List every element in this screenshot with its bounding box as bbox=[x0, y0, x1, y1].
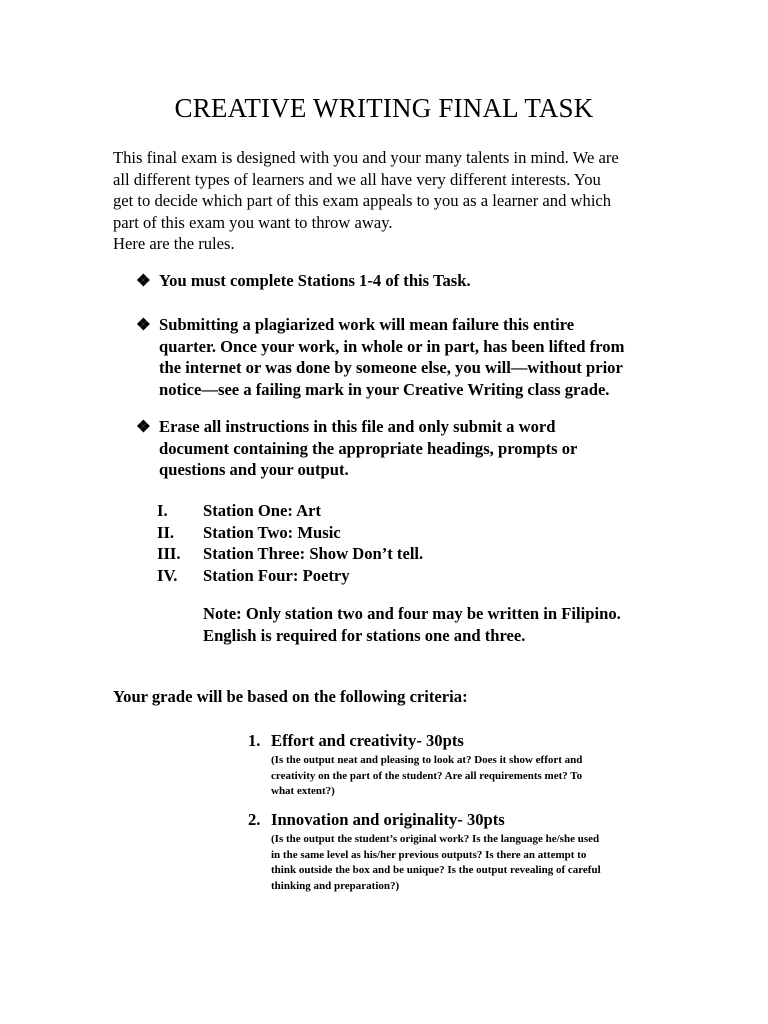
criterion-title bbox=[248, 731, 648, 753]
language-note bbox=[203, 603, 621, 646]
intro-line: all different types of learners and we all have very different interests. You bbox=[113, 169, 601, 189]
criterion-desc-line: think outside the box and be unique? Is the output revealing of careful bbox=[271, 864, 601, 876]
criterion-desc-line: in the same level as his/her previous outputs? Is there an attempt to bbox=[271, 848, 587, 861]
criterion-label: Innovation and originality- 30pts bbox=[271, 810, 505, 829]
diamond-bullet-icon: ❖ bbox=[136, 271, 151, 290]
criterion-desc-line: (Is the output the student’s original work? Is the language he/she used bbox=[271, 833, 600, 845]
rule-line: questions and your output. bbox=[159, 460, 349, 479]
rule-text bbox=[159, 270, 471, 292]
station-label: Station Three: Show Don’t tell. bbox=[203, 544, 424, 563]
intro-line: Here are the rules. bbox=[113, 234, 235, 253]
criterion-desc-line: thinking and preparation?) bbox=[271, 879, 400, 892]
station-number: I. bbox=[157, 501, 168, 520]
station-label: Station Four: Poetry bbox=[203, 565, 350, 585]
rule-line: quarter. Once your work, in whole or in part, has been lifted from bbox=[159, 336, 625, 356]
intro-line: get to decide which part of this exam appeals to you as a learner and which bbox=[113, 191, 612, 210]
criterion-item bbox=[248, 731, 648, 800]
station-number: III. bbox=[157, 544, 181, 563]
station-number: IV. bbox=[157, 565, 178, 585]
intro-line: part of this exam you want to throw away. bbox=[113, 212, 393, 232]
criterion-number: 1. bbox=[248, 731, 261, 750]
rule-line: Erase all instructions in this file and only submit a word bbox=[159, 417, 556, 436]
rule-line: You must complete Stations 1-4 of this Task. bbox=[159, 271, 471, 290]
criterion-description bbox=[271, 753, 648, 800]
rule-line: document containing the appropriate headings, prompts or bbox=[159, 438, 578, 458]
note-line: English is required for stations one and three. bbox=[203, 625, 526, 645]
rule-line: the internet or was done by someone else, you will—without prior bbox=[159, 358, 623, 377]
criterion-label: Effort and creativity- 30pts bbox=[271, 731, 464, 750]
criterion-description bbox=[271, 832, 648, 894]
intro-line: This final exam is designed with you and your many talents in mind. We are bbox=[113, 148, 619, 167]
criterion-item bbox=[248, 810, 648, 894]
criterion-desc-line: (Is the output neat and pleasing to look at? Does it show effort and bbox=[271, 754, 583, 766]
note-line: Note: Only station two and four may be written in Filipino. bbox=[203, 604, 621, 623]
rule-line: notice—see a failing mark in your Creative Writing class grade. bbox=[159, 379, 610, 399]
intro-paragraph bbox=[113, 147, 673, 255]
station-number: II. bbox=[157, 522, 175, 542]
rule-line: Submitting a plagiarized work will mean failure this entire bbox=[159, 315, 575, 334]
station-label: Station Two: Music bbox=[203, 522, 341, 542]
page-title: CREATIVE WRITING FINAL TASK bbox=[174, 93, 594, 123]
diamond-bullet-icon: ❖ bbox=[136, 417, 151, 436]
diamond-bullet-icon: ❖ bbox=[136, 315, 151, 334]
criterion-title bbox=[248, 810, 648, 832]
station-label: Station One: Art bbox=[203, 501, 321, 520]
rule-text bbox=[159, 416, 577, 481]
criterion-number: 2. bbox=[248, 810, 261, 829]
criteria-heading: Your grade will be based on the following criteria: bbox=[113, 687, 468, 706]
rule-text bbox=[159, 314, 624, 400]
criterion-desc-line: what extent?) bbox=[271, 785, 335, 797]
criterion-desc-line: creativity on the part of the student? Are all requirements met? To bbox=[271, 769, 583, 782]
